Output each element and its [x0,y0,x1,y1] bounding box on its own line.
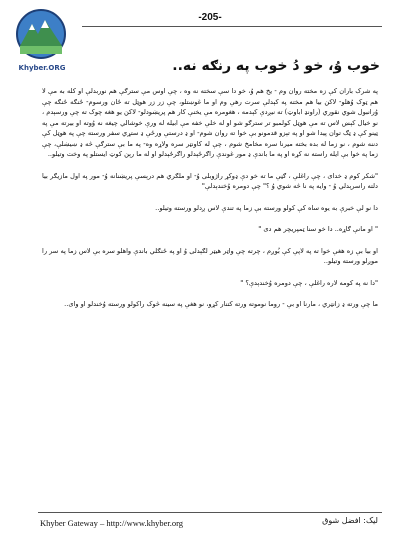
logo-caption: Khyber.ORG [18,64,66,72]
article-body [42,86,378,321]
footer-site: Khyber Gateway – http://www.khyber.org [40,518,184,528]
footer-author: لیک: افضل شوق [322,516,378,525]
paragraph-6: "دا نه په کومه لاره راغلې ، چې دومره وُخندېدې؟ " [240,278,378,287]
header-divider [82,26,382,27]
paragraph-3: دا نو لې خبرې به یوه ساه کې کولو ورسته بې زما په تندې لاس ږدلو ورسته وتیلو.. [155,203,378,212]
footer-divider [38,512,382,513]
article-title: خوب وُ، خو دُ خوب په رنګه نه.. [172,58,380,74]
paragraph-7: ما چې ورته ډ زانټري ، مارنا او بې - روما نوموته ورته کتنار کړو، نو هغې په سینه څوک راکولو ورسته وُخندلو او وای.. [64,300,378,308]
paragraph-5: او بیا بې زه هغې خوا ته په لاپې کې بُوږم ، چرته چې واټر هیټر لګېدلی وُ او په ځنګلي باندې واهلو سره بې لاس زما په سر را موږلو ورسته وتیلو.. [42,246,378,265]
page-number: -205- [198,12,222,23]
paragraph-4: " او مانې ګاړه.. دا خو سنا ټمپریچر هم دی " [258,225,378,233]
paragraph-2: "شکر کوم ډ خدای ، چې راغلې ، ګڼې ما ته خو دې ډوکړ راژوبلی وُ- او ملګري هم درېسې پریښنانه وُ- مور په اول مازیګر بیا دلته راسرېدلي وُ - وایه په نا څه شوي وُ ؟" چې دومره وُخندېدلې" [42,171,378,190]
paragraph-1: په شرک باران کې زه مخته روان وم - یخ هم وُ، خو دا سې سخته نه وه ، چې اوس مې سترګې هم نوربدلې او کله به مې لا هم ټوک وُهلو- لاکن بیا هم مخته په کېدلې سرت رهې وم او ما غوښتلو، چې زر زر هوټل ته ځان ورسوم- ځنګه ځنګه چې وُرانبول شوي نقوري (راونډ اباوټ) ته نیږدې کېدمه ، هغومره مې یخنې کار هم پریښودلو- لاکن یو هغه چوک ته چې ورسېدم ، نو خیال کېښ لاس ته مې هوټل کولمبو تر سترګو شو او له خلې خفه مې ابیله له ورې خوشالي چیغه نه وُوته او بیرته مې په ټینو کې ډ ټګ توان پیدا شو او په تېزو قدمونو بې خوا ته روان شوم- او ډ درستې ورځې ډ ستړي سفر ورسته چې په هوټل کې دننه شوم ، نو زما له بده بخته میرنا سره مخامخ شوم ، چې له کاونټر سره ولاړه وه- په ما بې سترګې څه ډ ښیښلې، چې زما په خوا بې ایله راسته نه کړه او په ما باندې ډ مور غوندې راګرځېدلو راګرځېدلو او له ما رېن کوټ ایستلو په وخت وتیلو.. [42,87,378,158]
